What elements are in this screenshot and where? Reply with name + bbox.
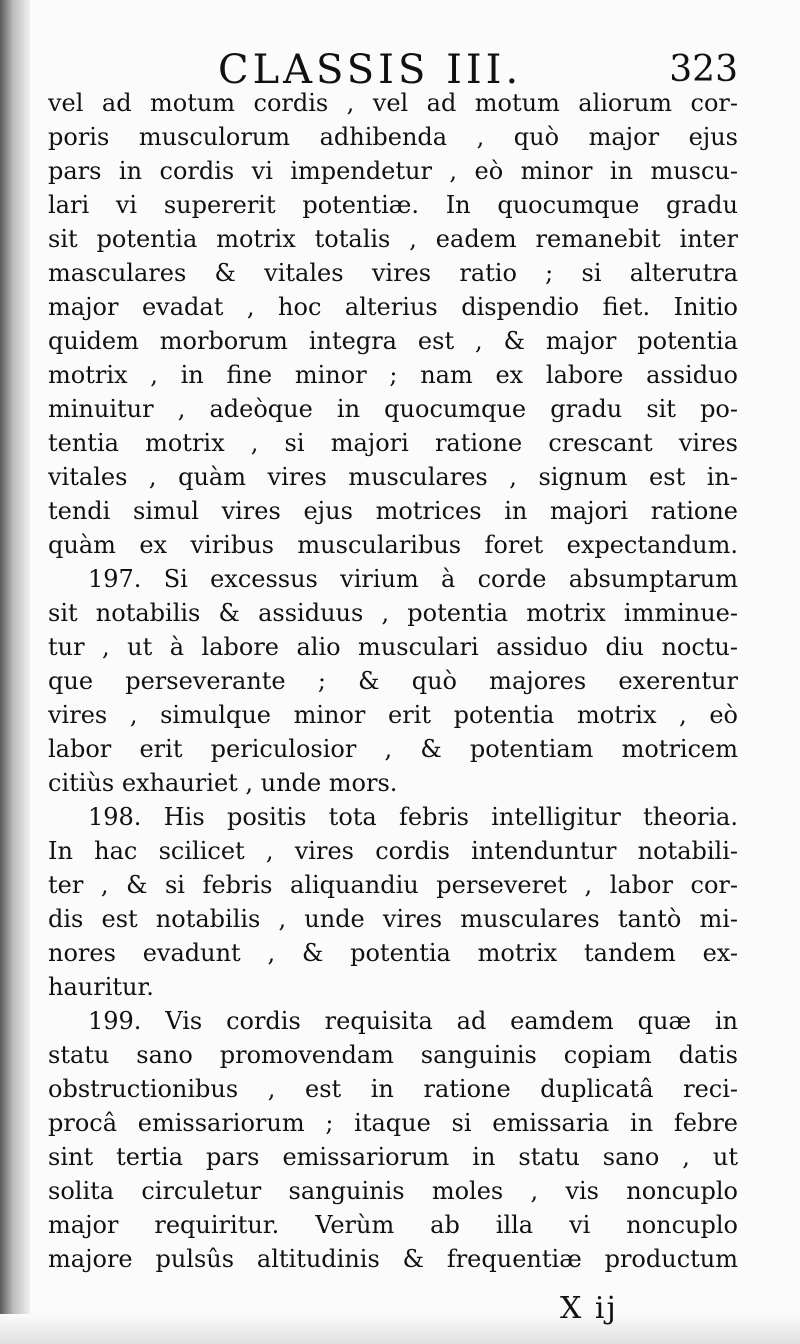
- text-line: nores evadunt , & potentia motrix tandem ex-: [48, 939, 738, 967]
- running-head: CLASSIS III.: [218, 47, 523, 93]
- text-line: ter , & si febris aliquandiu perseveret , labor cor-: [48, 871, 738, 899]
- text-line: tur , ut à labore alio musculari assiduo diu noctu-: [48, 633, 738, 661]
- text-line: dis est notabilis , unde vires musculares tantò mi-: [48, 905, 738, 933]
- text-line: majore pulsûs altitudinis & frequentiæ productum: [48, 1245, 738, 1273]
- text-line: statu sano promovendam sanguinis copiam datis: [48, 1041, 738, 1069]
- text-line: major evadat , hoc alterius dispendio fiet. Initio: [48, 293, 738, 321]
- text-line: obstructionibus , est in ratione duplicatâ reci-: [48, 1075, 738, 1103]
- text-line: vires , simulque minor erit potentia motrix , eò: [48, 701, 738, 729]
- text-line: que perseverante ; & quò majores exerentur: [48, 667, 738, 695]
- text-line: quidem morborum integra est , & major potentia: [48, 327, 738, 355]
- text-line: labor erit periculosior , & potentiam motricem: [48, 735, 738, 763]
- text-line: vel ad motum cordis , vel ad motum aliorum cor-: [48, 89, 738, 117]
- text-line: sint tertia pars emissariorum in statu sano , ut: [48, 1143, 738, 1171]
- body-text: [48, 86, 738, 1276]
- text-line: hauritur.: [48, 973, 154, 1001]
- paragraph-198-start: 198. His positis tota febris intelligitur theoria.: [88, 803, 738, 831]
- text-line: vitales , quàm vires musculares , signum est in-: [48, 463, 738, 491]
- text-line: citiùs exhauriet , unde mors.: [48, 769, 398, 797]
- text-line: poris musculorum adhibenda , quò major ejus: [48, 123, 738, 151]
- signature-mark: X ij: [560, 1291, 618, 1326]
- gutter-shadow: [0, 0, 30, 1344]
- text-line: lari vi supererit potentiæ. In quocumque gradu: [48, 191, 738, 219]
- text-line: tentia motrix , si majori ratione crescant vires: [48, 429, 738, 457]
- text-line: major requiritur. Verùm ab illa vi noncuplo: [48, 1211, 738, 1239]
- text-line: In hac scilicet , vires cordis intenduntur notabili-: [48, 837, 738, 865]
- text-line: tendi simul vires ejus motrices in majori ratione: [48, 497, 738, 525]
- text-line: motrix , in fine minor ; nam ex labore assiduo: [48, 361, 738, 389]
- text-line: minuitur , adeòque in quocumque gradu sit po-: [48, 395, 738, 423]
- text-line: procâ emissariorum ; itaque si emissaria in febre: [48, 1109, 738, 1137]
- page-number: 323: [669, 49, 738, 90]
- text-line: quàm ex viribus muscularibus foret expectandum.: [48, 531, 738, 559]
- text-line: sit potentia motrix totalis , eadem remanebit inter: [48, 225, 738, 253]
- text-line: pars in cordis vi impendetur , eò minor in muscu-: [48, 157, 738, 185]
- text-line: sit notabilis & assiduus , potentia motrix imminue-: [48, 599, 738, 627]
- text-line: solita circuletur sanguinis moles , vis noncuplo: [48, 1177, 738, 1205]
- paragraph-199-start: 199. Vis cordis requisita ad eamdem quæ in: [88, 1007, 738, 1035]
- bottom-shadow: [0, 1314, 800, 1344]
- text-line: masculares & vitales vires ratio ; si alterutra: [48, 259, 738, 287]
- paragraph-197-start: 197. Si excessus virium à corde absumptarum: [88, 565, 738, 593]
